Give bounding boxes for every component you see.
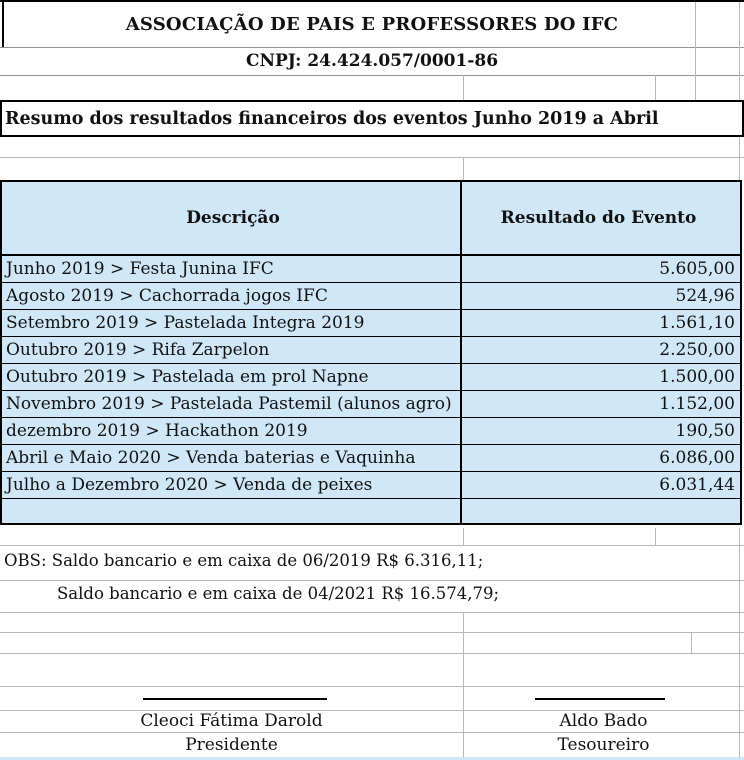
signature-role-tesoureiro: Tesoureiro [557,735,650,755]
event-result-cell: 2.250,00 [659,340,735,360]
table-row [2,445,740,472]
gridline [0,157,744,158]
table-row [2,418,740,445]
event-result-cell: 1.152,00 [659,394,735,414]
gridline [0,612,744,613]
event-description-cell: Outubro 2019 > Pastelada em prol Napne [2,364,462,390]
signature-line-presidente [143,698,327,700]
event-result-cell: 1.500,00 [659,367,735,387]
gridline [0,686,744,687]
column-header-resultado: Resultado do Evento [500,208,697,228]
gridline [0,75,744,76]
gridline [691,632,692,653]
signature-line-tesoureiro [535,698,665,700]
cnpj-label: CNPJ: 24.424.057/0001-86 [245,51,499,71]
column-header-descricao: Descrição [2,182,462,254]
gridline [463,528,464,545]
event-description-cell: dezembro 2019 > Hackathon 2019 [2,418,462,444]
event-result-cell [462,499,740,523]
table-row [2,283,740,310]
event-description-cell: Abril e Maio 2020 > Venda baterias e Vaquinha [2,445,462,471]
event-description-cell: Junho 2019 > Festa Junina IFC [2,256,462,282]
events-table [0,180,742,525]
event-result-cell: 1.561,10 [659,313,735,333]
obs-note-line2: Saldo bancario e em caixa de 04/2021 R$ 16.574,79; [57,584,500,603]
signature-name-presidente: Cleoci Fátima Darold [140,711,323,731]
gridline [655,528,656,545]
table-row [2,472,740,499]
gridline [0,580,744,581]
event-description-cell [2,499,462,523]
event-description-cell: Outubro 2019 > Rifa Zarpelon [2,337,462,363]
summary-heading: Resumo dos resultados financeiros dos eventos Junho 2019 a Abril [0,100,744,137]
event-result-cell: 6.031,44 [659,475,735,495]
event-description-cell: Julho a Dezembro 2020 > Venda de peixes [2,472,462,498]
gridline [655,75,656,100]
event-description-cell: Setembro 2019 > Pastelada Integra 2019 [2,310,462,336]
gridline [0,653,744,654]
gridline [0,545,744,546]
event-description-cell: Agosto 2019 > Cachorrada jogos IFC [2,283,462,309]
table-row-empty [2,499,740,523]
event-result-cell: 190,50 [675,421,735,441]
table-row [2,256,740,283]
table-row [2,310,740,337]
signature-role-presidente: Presidente [185,735,278,755]
event-result-cell: 5.605,00 [659,259,735,279]
signature-name-tesoureiro: Aldo Bado [559,711,648,731]
gridline [463,75,464,100]
event-result-cell: 6.086,00 [659,448,735,468]
table-header-row [2,182,740,256]
gridline [0,632,744,633]
event-result-cell: 524,96 [675,286,735,306]
table-row [2,337,740,364]
association-title: ASSOCIAÇÃO DE PAIS E PROFESSORES DO IFC [125,14,619,35]
obs-note-line1: OBS: Saldo bancario e em caixa de 06/2019 R$ 6.316,11; [4,551,484,570]
gridline [463,157,464,180]
table-row [2,364,740,391]
event-description-cell: Novembro 2019 > Pastelada Pastemil (alunos agro) [2,391,462,417]
table-row [2,391,740,418]
